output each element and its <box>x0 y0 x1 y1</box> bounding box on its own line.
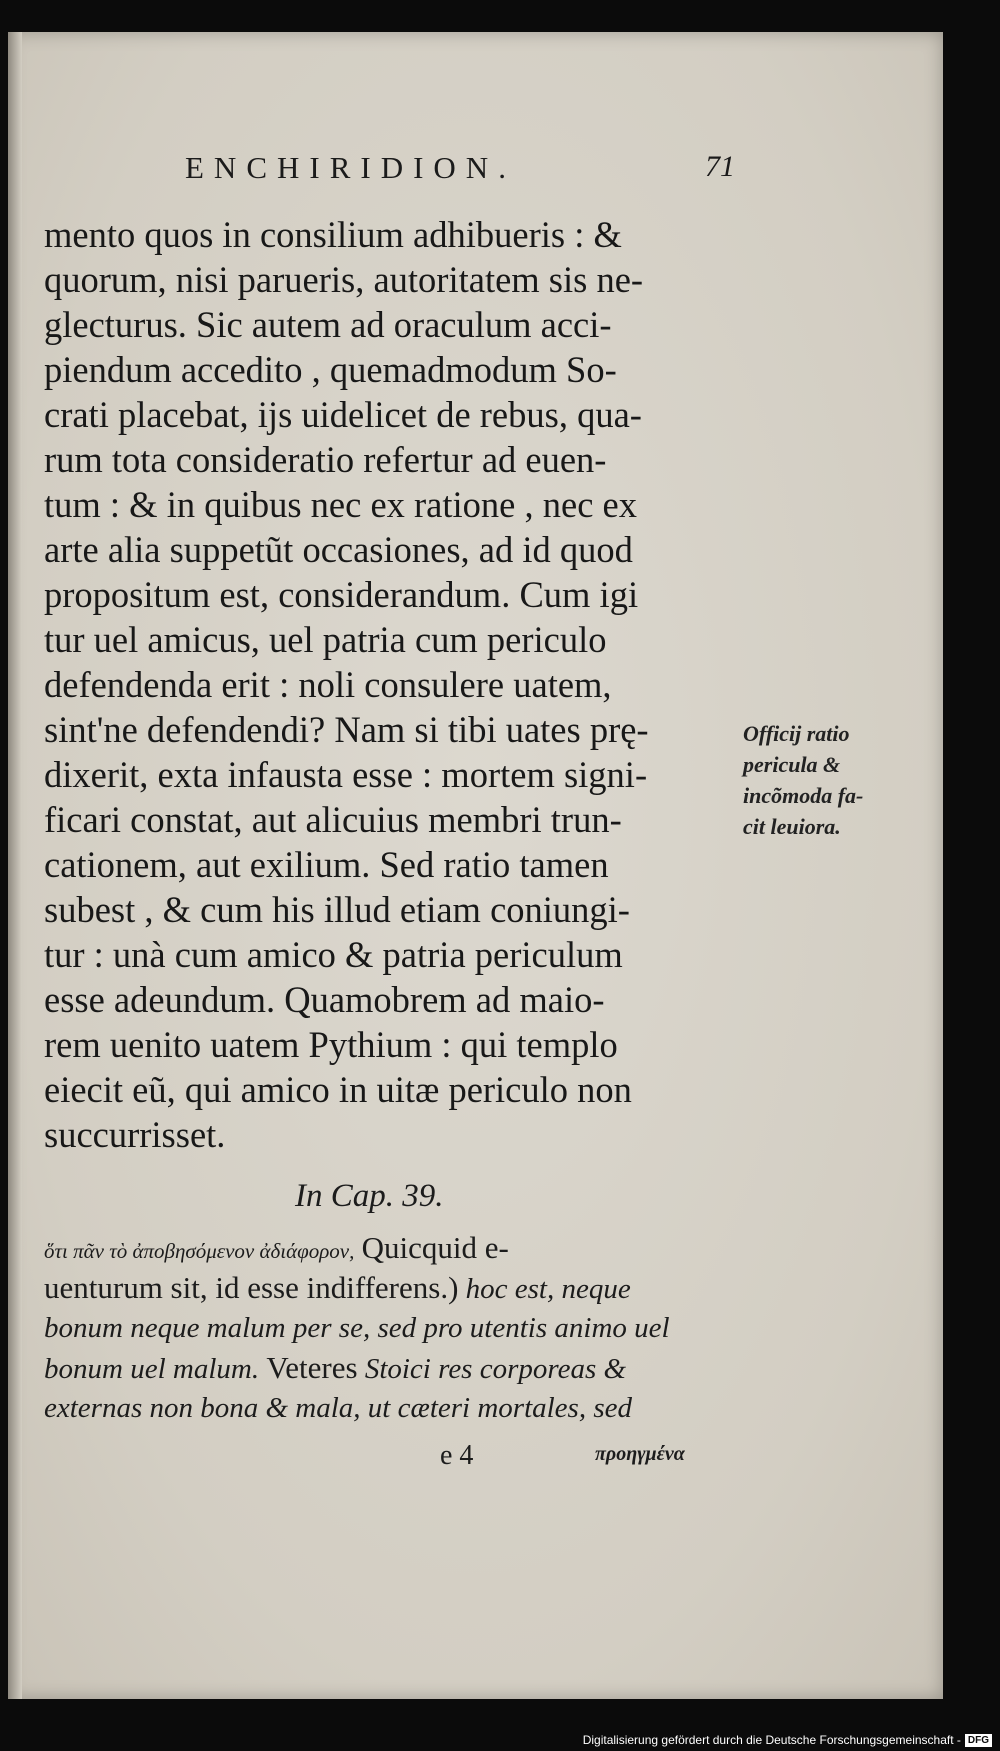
text-line: quorum, nisi parueris, autoritatem sis ne- <box>44 259 644 300</box>
text-line: defendenda erit : noli consulere uatem, <box>44 664 612 705</box>
text-line: mento quos in consilium adhibueris : & <box>44 214 622 255</box>
text-line: subest , & cum his illud etiam coniungi- <box>44 889 630 930</box>
greek-lemma: ὅτι πᾶν τὸ ἀποβησόμενον ἀδιάφορον, <box>44 1239 355 1263</box>
text-line: dixerit, exta infausta esse : mortem signi- <box>44 754 648 795</box>
running-head: ENCHIRIDION. <box>185 150 516 185</box>
page-number: 71 <box>705 150 735 183</box>
text-line: cationem, aut exilium. Sed ratio tamen <box>44 844 609 885</box>
digitization-credit <box>583 1733 992 1747</box>
commentary-roman: uenturum sit, id esse indifferens.) <box>44 1270 459 1305</box>
commentary-roman: Quicquid e- <box>361 1230 509 1265</box>
signature-mark: e 4 <box>440 1440 474 1471</box>
text-line: piendum accedito , quemadmodum So- <box>44 349 617 390</box>
text-line: tur uel amicus, uel patria cum periculo <box>44 619 607 660</box>
page-gutter-shadow <box>8 32 22 1699</box>
text-line: sint'ne defendendi? Nam si tibi uates prę- <box>44 709 649 750</box>
commentary-line <box>44 1228 734 1268</box>
commentary-roman: Veteres <box>266 1350 358 1385</box>
text-line: rem uenito uatem Pythium : qui templo <box>44 1024 618 1065</box>
text-line: eiecit eũ, qui amico in uitæ periculo non <box>44 1069 632 1110</box>
credit-text: Digitalisierung gefördert durch die Deutsche Forschungsgemeinschaft - <box>582 1733 961 1747</box>
text-line: arte alia suppetũt occasiones, ad id quod <box>44 529 633 570</box>
commentary-italic: hoc est, neque <box>465 1273 631 1305</box>
commentary-line <box>44 1268 734 1308</box>
text-line: propositum est, considerandum. Cum igi <box>44 574 639 615</box>
commentary-line <box>44 1348 734 1388</box>
chapter-heading: In Cap. 39. <box>295 1178 444 1214</box>
text-line: tur : unà cum amico & patria periculum <box>44 934 623 975</box>
text-line: rum tota consideratio refertur ad euen- <box>44 439 607 480</box>
marginal-note-line: incõmoda fa- <box>743 783 864 808</box>
text-line: crati placebat, ijs uidelicet de rebus, qua- <box>44 394 642 435</box>
commentary-block <box>44 1228 734 1428</box>
main-text-block <box>44 212 734 1157</box>
text-line: glecturus. Sic autem ad oraculum acci- <box>44 304 612 345</box>
text-line: esse adeundum. Quamobrem ad maio- <box>44 979 605 1020</box>
dfg-logo: DFG <box>965 1734 992 1747</box>
commentary-line: externas non bona & mala, ut cæteri mortales, sed <box>44 1392 633 1424</box>
text-line: ficari constat, aut alicuius membri trun- <box>44 799 622 840</box>
text-line: tum : & in quibus nec ex ratione , nec ex <box>44 484 637 525</box>
text-line: succurrisset. <box>44 1114 226 1155</box>
marginal-note-line: cit leuiora. <box>743 814 841 839</box>
commentary-italic: bonum uel malum. <box>44 1353 260 1385</box>
marginal-note-line: pericula & <box>743 752 841 777</box>
commentary-italic: Stoici res corporeas & <box>364 1353 627 1385</box>
marginal-note <box>743 718 913 842</box>
catchword: προηγμένα <box>595 1443 685 1465</box>
commentary-line: bonum neque malum per se, sed pro utentis animo uel <box>44 1312 670 1344</box>
marginal-note-line: Officij ratio <box>743 721 850 746</box>
